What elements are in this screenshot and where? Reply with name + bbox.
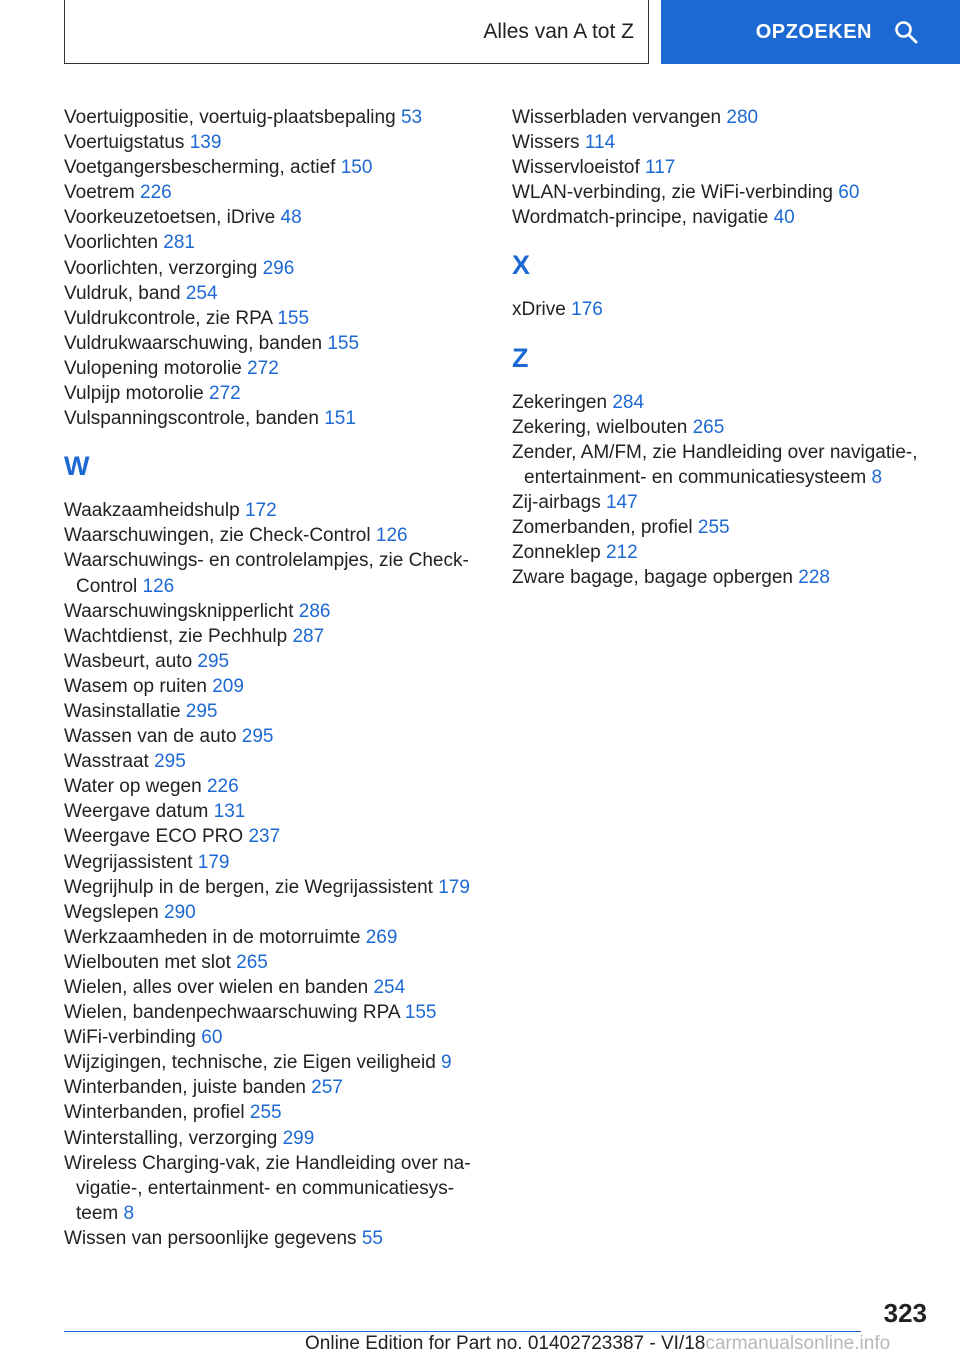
page-link[interactable]: 255 <box>697 517 730 539</box>
page-link[interactable]: 179 <box>438 876 470 898</box>
index-entry-text: Wegslepen <box>64 901 159 923</box>
page-link[interactable]: 255 <box>249 1102 282 1124</box>
index-entry <box>64 356 484 381</box>
index-entry <box>64 281 484 306</box>
index-column-left <box>64 105 484 1251</box>
footer-edition <box>305 1333 890 1355</box>
index-entry <box>512 490 932 515</box>
footer-watermark: carmanualsonline.info <box>705 1333 891 1354</box>
index-entry-text: Zij-airbags <box>512 491 601 513</box>
index-entry-text: Wegrijhulp in de bergen, zie Wegrijassistent <box>64 876 433 898</box>
page-link[interactable]: 151 <box>324 408 356 430</box>
page-link[interactable]: 226 <box>206 776 239 798</box>
index-entry <box>512 155 932 180</box>
index-entry-text: WLAN-verbinding, zie WiFi-verbinding <box>512 182 833 204</box>
index-entry <box>64 1025 484 1050</box>
index-entry <box>64 1050 484 1075</box>
index-entry-text: Winterbanden, juiste banden <box>64 1077 306 1099</box>
footer-divider <box>64 1331 861 1332</box>
index-entry <box>512 440 932 490</box>
page-link[interactable]: 60 <box>201 1027 223 1049</box>
index-entry <box>64 1100 484 1125</box>
index-entry <box>64 256 484 281</box>
page-link[interactable]: 172 <box>244 500 277 522</box>
index-entry <box>64 799 484 824</box>
page-link[interactable]: 131 <box>213 801 246 823</box>
index-entry-text: Zomerbanden, profiel <box>512 517 693 539</box>
index-entry-text: Waarschuwingen, zie Check-Control <box>64 525 371 547</box>
search-label: OPZOEKEN <box>755 20 872 43</box>
page-link[interactable]: 155 <box>277 307 310 329</box>
index-entry <box>64 624 484 649</box>
page-link[interactable]: 272 <box>247 357 279 379</box>
index-entry-text: Wijzigingen, technische, zie Eigen veiligheid <box>64 1052 436 1074</box>
index-entry <box>64 875 484 900</box>
page-link[interactable]: 209 <box>212 675 244 697</box>
index-entry-text: Voorlichten, verzorging <box>64 257 258 279</box>
page-link[interactable]: 265 <box>692 416 725 438</box>
index-entry <box>64 498 484 523</box>
page-link[interactable]: 295 <box>197 650 230 672</box>
index-entry-text: WiFi-verbinding <box>64 1027 196 1049</box>
page-link[interactable]: 126 <box>142 575 175 597</box>
index-entry <box>512 180 932 205</box>
page-link[interactable]: 126 <box>375 525 408 547</box>
index-entry <box>64 724 484 749</box>
index-entry <box>512 540 932 565</box>
index-entry-text: Waarschuwingsknipperlicht <box>64 600 294 622</box>
page-link[interactable]: 254 <box>185 282 218 304</box>
index-entry-text: Weergave datum <box>64 801 209 823</box>
footer-edition-text: Online Edition for Part no. 01402723387 - VI/18 <box>305 1333 706 1354</box>
page-link[interactable]: 286 <box>298 600 331 622</box>
index-entry-text: Weergave ECO PRO <box>64 826 244 848</box>
index-entry-text: Waarschuwings- en controlelampjes, zie Check-Control <box>64 550 469 597</box>
index-entry <box>512 297 932 322</box>
index-entry <box>64 548 484 598</box>
section-title: Alles van A tot Z <box>483 19 634 43</box>
index-letter-heading: Z <box>512 342 529 373</box>
page-link[interactable]: 155 <box>404 1002 437 1024</box>
index-entry-text: Vuldrukwaarschuwing, banden <box>64 332 323 354</box>
index-entry-text: Vulspanningscontrole, banden <box>64 408 319 430</box>
index-entry-text: Wachtdienst, zie Pechhulp <box>64 625 288 647</box>
index-entry-text: Wielen, alles over wielen en banden <box>64 977 369 998</box>
index-entry-text: Wassen van de auto <box>64 726 237 748</box>
section-title-box <box>64 0 649 64</box>
index-letter-heading: X <box>512 250 531 281</box>
index-entry-text: Wisservloeistof <box>512 157 640 179</box>
index-entry <box>64 205 484 230</box>
page-link[interactable]: 117 <box>645 157 676 179</box>
index-entry-text: Zonneklep <box>512 542 601 564</box>
index-entry-text: Zender, AM/FM, zie Handleiding over navigatie-, entertainment- en communicatiesysteem <box>512 441 918 488</box>
index-entry-text: Wielbouten met slot <box>64 951 231 973</box>
index-entry-text: Zware bagage, bagage opbergen <box>512 567 794 589</box>
page-link[interactable]: 295 <box>154 751 186 773</box>
index-entry <box>512 390 932 415</box>
index-entry <box>512 105 932 130</box>
page-link[interactable]: 237 <box>248 826 281 848</box>
index-entry <box>64 699 484 724</box>
index-entry <box>512 205 932 230</box>
page-link[interactable]: 226 <box>140 182 172 204</box>
index-entry <box>64 155 484 180</box>
page-link[interactable]: 281 <box>163 232 195 254</box>
index-entry-text: Voetrem <box>64 182 135 204</box>
index-entry <box>64 850 484 875</box>
index-entry-text: Wasinstallatie <box>64 700 181 722</box>
page-link[interactable]: 9 <box>441 1052 452 1074</box>
index-entry-text: Waakzaamheidshulp <box>64 500 240 522</box>
search-button[interactable] <box>661 0 960 64</box>
page-link[interactable]: 212 <box>606 542 638 564</box>
index-entry <box>64 599 484 624</box>
page-link[interactable]: 8 <box>871 466 883 488</box>
index-entry-text: Voorlichten <box>64 232 159 254</box>
index-entry-text: Wielen, bandenpechwaarschuwing RPA <box>64 1002 400 1024</box>
page-link[interactable]: 295 <box>241 726 274 748</box>
index-entry-text: Voertuigstatus <box>64 132 185 154</box>
page-number: 323 <box>883 1298 927 1328</box>
index-entry <box>512 515 932 540</box>
index-entry-text: Vulopening motorolie <box>64 357 242 379</box>
page-link[interactable]: 48 <box>280 207 302 229</box>
page-link[interactable]: 114 <box>584 132 616 154</box>
index-entry-text: Zekering, wielbouten <box>512 416 688 438</box>
page-link[interactable]: 280 <box>726 107 759 128</box>
search-icon <box>894 20 918 44</box>
index-entry <box>512 415 932 440</box>
page-link[interactable]: 60 <box>838 182 860 204</box>
index-entry <box>64 331 484 356</box>
index-entry-text: Vuldrukcontrole, zie RPA <box>64 307 273 329</box>
index-entry <box>64 649 484 674</box>
index-entry-text: Voertuigpositie, voertuig-plaatsbepaling <box>64 107 396 128</box>
index-entry-text: xDrive <box>512 299 566 321</box>
index-entry <box>64 950 484 975</box>
index-entry <box>64 1126 484 1151</box>
index-entry <box>512 565 932 590</box>
index-entry <box>512 130 932 155</box>
page-link[interactable]: 257 <box>311 1077 343 1099</box>
index-entry <box>64 975 484 1000</box>
index-entry <box>64 406 484 431</box>
page-link[interactable]: 254 <box>373 977 406 998</box>
index-entry <box>64 1000 484 1025</box>
page-link[interactable]: 53 <box>400 107 423 128</box>
page-link[interactable]: 287 <box>292 625 325 647</box>
index-letter-heading: W <box>64 451 90 482</box>
page-link[interactable]: 179 <box>197 851 230 873</box>
page-link[interactable]: 269 <box>365 926 398 948</box>
index-entry <box>64 749 484 774</box>
index-entry-text: Wissers <box>512 132 580 154</box>
index-entry-text: Zekeringen <box>512 391 608 413</box>
index-entry-text: Wasem op ruiten <box>64 675 207 697</box>
page-link[interactable]: 8 <box>123 1202 135 1224</box>
index-entry <box>64 306 484 331</box>
page-link[interactable]: 265 <box>236 951 268 973</box>
page-link[interactable]: 139 <box>189 132 222 154</box>
index-entry <box>64 1151 484 1226</box>
index-entry <box>64 900 484 925</box>
index-entry-text: Werkzaamheden in de motorruimte <box>64 926 361 948</box>
page-link[interactable]: 176 <box>571 299 603 321</box>
page-link[interactable]: 150 <box>340 157 373 179</box>
index-entry-text: Wasbeurt, auto <box>64 650 193 672</box>
page-link[interactable]: 228 <box>798 567 830 589</box>
index-entry-text: Vulpijp motorolie <box>64 383 204 405</box>
page-link[interactable]: 40 <box>773 207 795 229</box>
index-entry-text: Winterbanden, profiel <box>64 1102 245 1124</box>
index-entry <box>64 674 484 699</box>
index-entry-text: Wordmatch-principe, navigatie <box>512 207 769 229</box>
index-entry <box>64 523 484 548</box>
index-entry <box>64 230 484 255</box>
index-entry <box>64 1226 484 1251</box>
index-column-right <box>512 105 932 590</box>
index-entry <box>64 925 484 950</box>
page-link[interactable]: 55 <box>361 1227 383 1249</box>
page-link[interactable]: 290 <box>164 901 196 923</box>
index-entry-text: Wasstraat <box>64 751 149 773</box>
page-link[interactable]: 272 <box>209 383 241 405</box>
index-entry-text: Winterstalling, verzorging <box>64 1127 278 1149</box>
index-entry <box>64 381 484 406</box>
page-link[interactable]: 295 <box>185 700 218 722</box>
index-entry-text: Wireless Charging-vak, zie Handleiding over na-vigatie-, entertainment- en communicatiesys-teem <box>64 1152 471 1224</box>
index-entry-text: Voorkeuzetoetsen, iDrive <box>64 207 276 229</box>
index-entry-text: Voetgangersbescherming, actief <box>64 157 336 179</box>
index-entry <box>64 1075 484 1100</box>
index-entry-text: Vuldruk, band <box>64 282 181 304</box>
page-link[interactable]: 299 <box>282 1127 315 1149</box>
page-link[interactable]: 284 <box>612 391 645 413</box>
index-entry <box>64 774 484 799</box>
page-link[interactable]: 147 <box>605 491 638 513</box>
index-entry <box>64 130 484 155</box>
index-entry <box>64 824 484 849</box>
index-entry-text: Wegrijassistent <box>64 851 193 873</box>
index-entry-text: Wissen van persoonlijke gegevens <box>64 1227 357 1249</box>
index-entry-text: Water op wegen <box>64 776 202 798</box>
page-link[interactable]: 155 <box>327 332 360 354</box>
index-entry <box>64 180 484 205</box>
index-entry-text: Wisserbladen vervangen <box>512 107 722 128</box>
index-entry <box>64 105 484 130</box>
page-link[interactable]: 296 <box>262 257 295 279</box>
